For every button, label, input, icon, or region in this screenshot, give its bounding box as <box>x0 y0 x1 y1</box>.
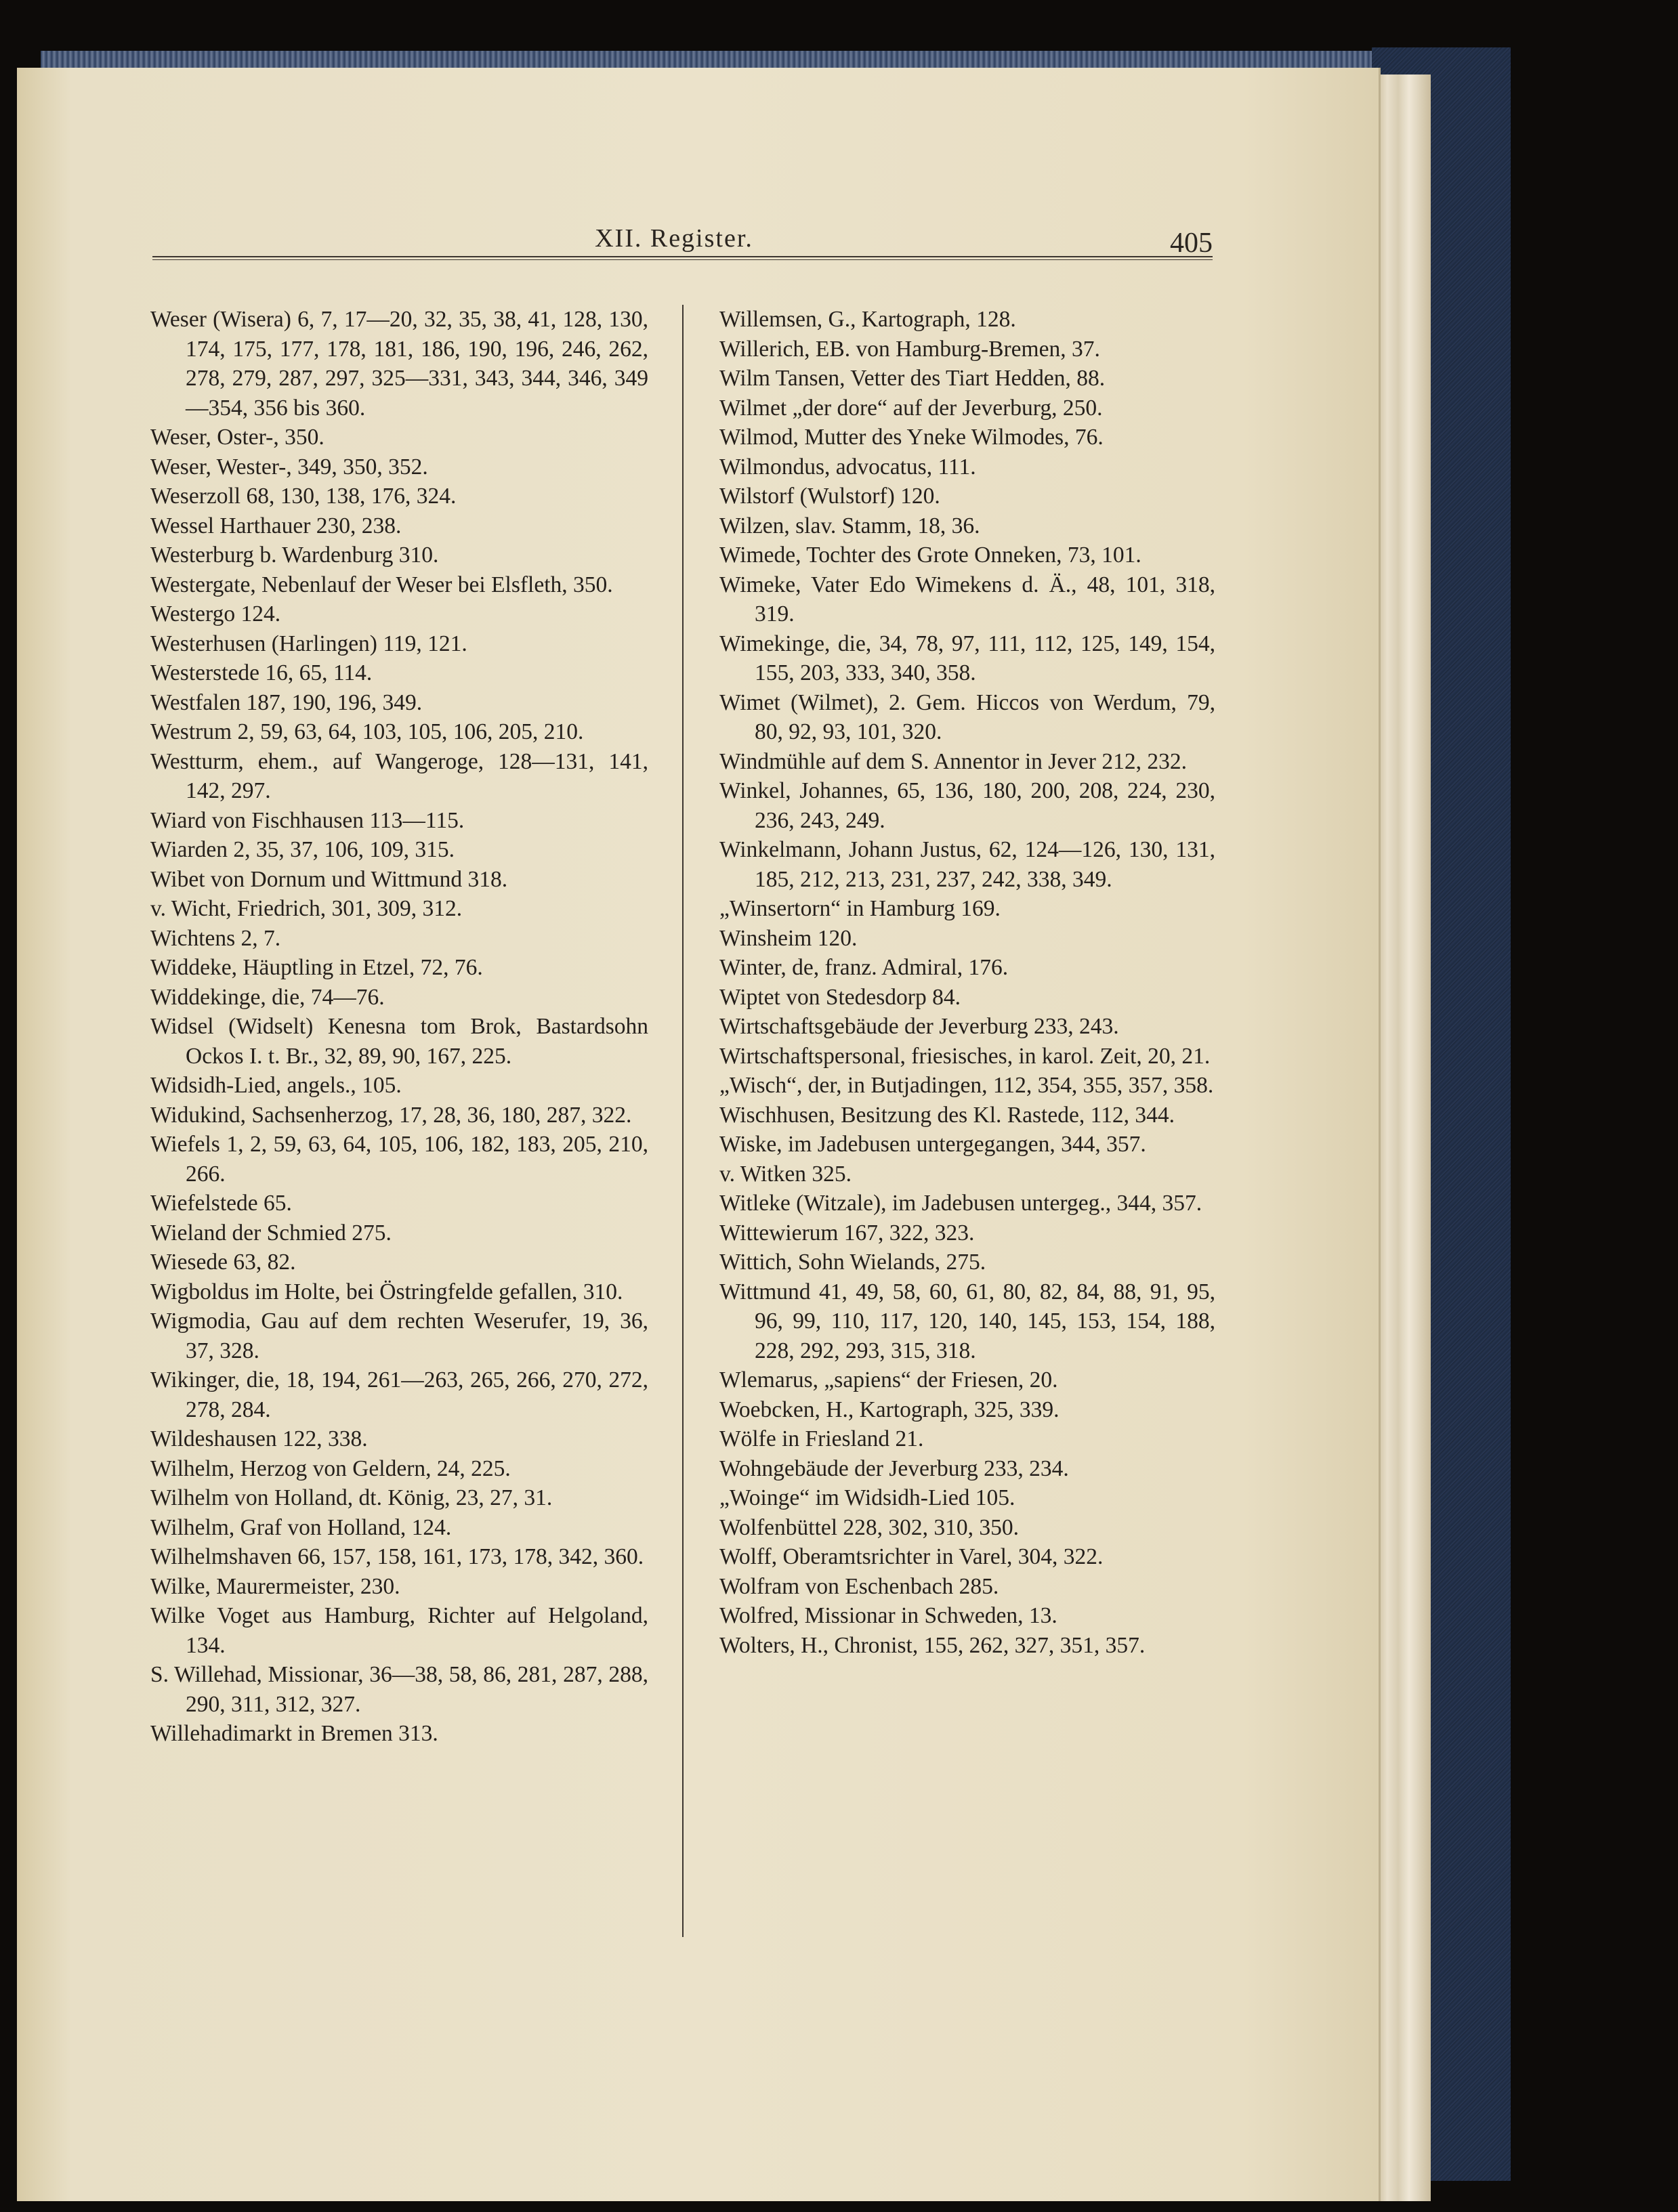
index-entry: „Wisch“, der, in Butjadingen, 112, 354, 355, 357, 358. <box>719 1073 1214 1098</box>
index-entry: Wimet (Wilmet), 2. Gem. Hiccos von Werdum, 79, 80, 92, 93, 101, 320. <box>719 689 1215 744</box>
index-entry: Wilke, Maurermeister, 230. <box>150 1573 400 1599</box>
index-entry: Westfalen 187, 190, 196, 349. <box>150 689 423 715</box>
index-entry: Wiarden 2, 35, 37, 106, 109, 315. <box>150 837 455 862</box>
index-entry: Winkel, Johannes, 65, 136, 180, 200, 208, 224, 230, 236, 243, 249. <box>719 778 1215 833</box>
column-divider <box>682 305 684 1937</box>
index-entry: Wolfenbüttel 228, 302, 310, 350. <box>719 1514 1020 1540</box>
index-entry: Wilhelm von Holland, dt. König, 23, 27, 31. <box>150 1485 553 1510</box>
index-entry: Wiefels 1, 2, 59, 63, 64, 105, 106, 182, 183, 205, 210, 266. <box>150 1132 648 1187</box>
index-entry: Wiard von Fischhausen 113—115. <box>150 807 465 833</box>
index-entry: Wimekinge, die, 34, 78, 97, 111, 112, 125, 149, 154, 155, 203, 333, 340, 358. <box>719 631 1215 685</box>
index-entry: Widdeke, Häuptling in Etzel, 72, 76. <box>150 955 483 980</box>
index-entry: Westerburg b. Wardenburg 310. <box>150 543 439 568</box>
index-entry: Weser, Oster-, 350. <box>150 425 324 450</box>
index-entry: Weserzoll 68, 130, 138, 176, 324. <box>150 484 457 509</box>
running-head: XII. Register. <box>595 224 753 253</box>
index-entry: Weser, Wester-, 349, 350, 352. <box>150 454 428 480</box>
index-entry: Westturm, ehem., auf Wangeroge, 128—131, 141, 142, 297. <box>150 748 648 803</box>
index-entry: Wieland der Schmied 275. <box>150 1220 392 1246</box>
index-entry: Willemsen, G., Kartograph, 128. <box>719 307 1016 332</box>
index-entry: Wilhelm, Graf von Holland, 124. <box>150 1514 452 1540</box>
index-entry: Wilm Tansen, Vetter des Tiart Hedden, 88. <box>719 366 1106 391</box>
index-entry: Wilzen, slav. Stamm, 18, 36. <box>719 513 980 538</box>
index-entry: Wilmondus, advocatus, 111. <box>719 454 976 480</box>
index-column-right <box>719 305 1215 1660</box>
index-entry: Willehadimarkt in Bremen 313. <box>150 1721 438 1746</box>
index-entry: Wölfe in Friesland 21. <box>719 1426 924 1451</box>
index-entry: Wittewierum 167, 322, 323. <box>719 1220 975 1246</box>
index-entry: Wilmod, Mutter des Yneke Wilmodes, 76. <box>719 425 1104 450</box>
index-column-left <box>150 305 648 1749</box>
index-entry: Wigboldus im Holte, bei Östringfelde gefallen, 310. <box>150 1279 623 1304</box>
index-entry: Woebcken, H., Kartograph, 325, 339. <box>719 1397 1060 1422</box>
index-entry: Wilstorf (Wulstorf) 120. <box>719 484 940 509</box>
index-entry: Willerich, EB. von Hamburg-Bremen, 37. <box>719 336 1100 362</box>
index-entry: „Winsertorn“ in Hamburg 169. <box>719 896 1001 921</box>
index-entry: Weser (Wisera) 6, 7, 17—20, 32, 35, 38, 41, 128, 130, 174, 175, 177, 178, 181, 186, 190, 196, 246, 262, 278, 279, 287, 297, 325—331, 343, 344, 346, 349—354, 356 bis 360. <box>150 307 648 421</box>
index-entry: „Woinge“ im Widsidh-Lied 105. <box>719 1485 1015 1510</box>
header-rule <box>152 256 1213 260</box>
index-entry: S. Willehad, Missionar, 36—38, 58, 86, 281, 287, 288, 290, 311, 312, 327. <box>150 1662 648 1717</box>
index-entry: Winsheim 120. <box>719 925 858 951</box>
index-entry: Wolfred, Missionar in Schweden, 13. <box>719 1603 1057 1628</box>
index-entry: Wiefelstede 65. <box>150 1191 292 1216</box>
index-entry: Westrum 2, 59, 63, 64, 103, 105, 106, 205, 210. <box>150 719 584 744</box>
index-entry: Wikinger, die, 18, 194, 261—263, 265, 266, 270, 272, 278, 284. <box>150 1367 648 1422</box>
index-entry: Wohngebäude der Jeverburg 233, 234. <box>719 1455 1069 1481</box>
index-entry: Widsidh-Lied, angels., 105. <box>150 1073 402 1098</box>
index-entry: Wischhusen, Besitzung des Kl. Rastede, 112, 344. <box>719 1102 1175 1128</box>
index-entry: v. Wicht, Friedrich, 301, 309, 312. <box>150 896 463 921</box>
page-block-edges <box>1375 75 1431 2201</box>
page-number: 405 <box>1170 228 1213 259</box>
index-entry: Wittmund 41, 49, 58, 60, 61, 80, 82, 84, 88, 91, 95, 96, 99, 110, 117, 120, 140, 145, 153, 154, 188, 228, 292, 293, 315, 318. <box>719 1279 1215 1363</box>
page-header <box>135 220 1213 268</box>
index-entry: Wiesede 63, 82. <box>150 1250 296 1275</box>
index-entry: Wiptet von Stedesdorp 84. <box>719 984 961 1010</box>
index-entry: Wilke Voget aus Hamburg, Richter auf Helgoland, 134. <box>150 1603 648 1658</box>
index-entry: Wimeke, Vater Edo Wimekens d. Ä., 48, 101, 318, 319. <box>719 572 1215 626</box>
index-entry: Wibet von Dornum und Wittmund 318. <box>150 866 508 892</box>
index-entry: Wirtschaftsgebäude der Jeverburg 233, 243. <box>719 1014 1119 1039</box>
index-entry: Winkelmann, Johann Justus, 62, 124—126, 130, 131, 185, 212, 213, 231, 237, 242, 338, 349. <box>719 837 1215 892</box>
index-entry: Westergate, Nebenlauf der Weser bei Elsfleth, 350. <box>150 572 613 597</box>
index-entry: Wiske, im Jadebusen untergegangen, 344, 357. <box>719 1132 1146 1157</box>
index-entry: Wittich, Sohn Wielands, 275. <box>719 1250 986 1275</box>
index-entry: Winter, de, franz. Admiral, 176. <box>719 955 1009 980</box>
index-entry: Wessel Harthauer 230, 238. <box>150 513 402 538</box>
index-entry: Wolfram von Eschenbach 285. <box>719 1573 999 1599</box>
index-entry: Wilhelmshaven 66, 157, 158, 161, 173, 178, 342, 360. <box>150 1544 644 1569</box>
index-entry: Windmühle auf dem S. Annentor in Jever 212, 232. <box>719 748 1187 774</box>
index-entry: Wigmodia, Gau auf dem rechten Weserufer, 19, 36, 37, 328. <box>150 1309 648 1363</box>
index-entry: Wilmet „der dore“ auf der Jeverburg, 250. <box>719 395 1103 421</box>
index-entry: Westerstede 16, 65, 114. <box>150 660 373 685</box>
index-entry: Widsel (Widselt) Kenesna tom Brok, Bastardsohn Ockos I. t. Br., 32, 89, 90, 167, 225. <box>150 1014 648 1069</box>
index-entry: Wimede, Tochter des Grote Onneken, 73, 101. <box>719 543 1141 568</box>
index-entry: Wolff, Oberamtsrichter in Varel, 304, 322. <box>719 1544 1104 1569</box>
index-entry: Wirtschaftspersonal, friesisches, in karol. Zeit, 20, 21. <box>719 1043 1211 1069</box>
index-entry: Wichtens 2, 7. <box>150 925 281 951</box>
index-entry: Widdekinge, die, 74—76. <box>150 984 385 1010</box>
index-entry: Wlemarus, „sapiens“ der Friesen, 20. <box>719 1367 1058 1392</box>
index-entry: v. Witken 325. <box>719 1161 852 1187</box>
index-entry: Wilhelm, Herzog von Geldern, 24, 225. <box>150 1455 511 1481</box>
index-entry: Westergo 124. <box>150 601 281 626</box>
index-entry: Widukind, Sachsenherzog, 17, 28, 36, 180, 287, 322. <box>150 1102 632 1128</box>
index-entry: Witleke (Witzale), im Jadebusen untergeg., 344, 357. <box>719 1191 1202 1216</box>
index-entry: Wildeshausen 122, 338. <box>150 1426 368 1451</box>
index-entry: Wolters, H., Chronist, 155, 262, 327, 351, 357. <box>719 1632 1146 1658</box>
index-entry: Westerhusen (Harlingen) 119, 121. <box>150 631 467 656</box>
